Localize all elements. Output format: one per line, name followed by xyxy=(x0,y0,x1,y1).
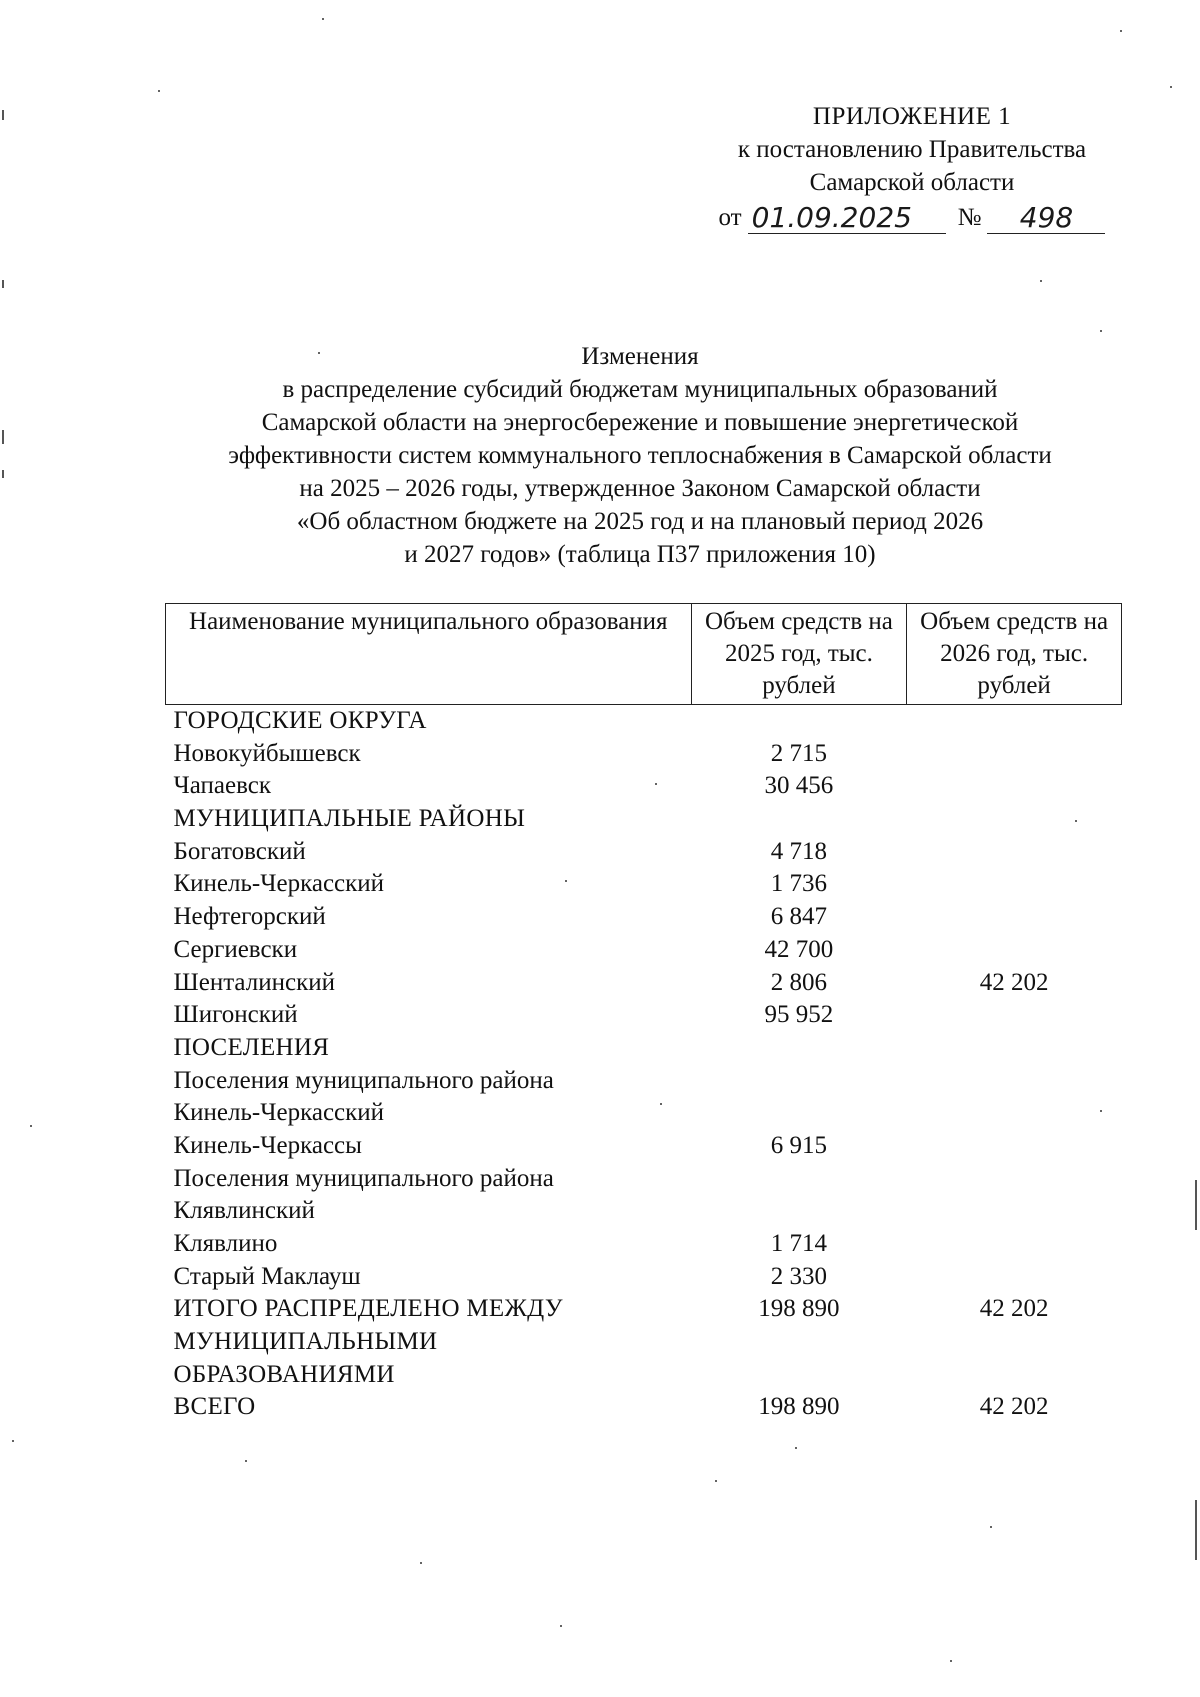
row-value-2026 xyxy=(907,1359,1122,1392)
row-value-2026 xyxy=(907,1032,1122,1065)
scan-speck xyxy=(322,18,324,20)
table-row xyxy=(166,803,1122,836)
heading-line: в распределение субсидий бюджетам муниципальных образований xyxy=(282,376,998,403)
scan-speck xyxy=(1075,820,1077,822)
table-row xyxy=(166,1228,1122,1261)
scan-speck xyxy=(1040,280,1042,282)
scan-margin-mark xyxy=(2,110,4,120)
heading-line: «Об областном бюджете на 2025 год и на плановый период 2026 xyxy=(296,508,984,535)
row-value-2026: 42 202 xyxy=(979,968,1049,996)
scan-speck xyxy=(950,1660,952,1662)
table-row xyxy=(166,1065,1122,1098)
heading-line: на 2025 – 2026 годы, утвержденное Законом Самарской области xyxy=(299,475,981,502)
number-prefix: № xyxy=(957,204,982,231)
row-name: ОБРАЗОВАНИЯМИ xyxy=(173,1360,395,1388)
table-row xyxy=(166,1326,1122,1359)
table-row xyxy=(166,934,1122,967)
appendix-date-line xyxy=(702,201,1122,234)
scan-margin-mark xyxy=(2,430,4,444)
handwritten-date: 01.09.2025 xyxy=(748,203,946,234)
row-value-2026 xyxy=(907,1261,1122,1294)
row-value-2025: 1 736 xyxy=(770,870,828,898)
handwritten-number: 498 xyxy=(987,203,1105,234)
row-name: Поселения муниципального района xyxy=(173,1066,554,1094)
table-row xyxy=(166,967,1122,1000)
row-value-2026 xyxy=(907,1195,1122,1228)
row-name: Нефтегорский xyxy=(173,903,326,931)
subsidy-table xyxy=(165,603,1122,1424)
row-value-2025: 30 456 xyxy=(764,772,834,800)
row-value-2026 xyxy=(907,868,1122,901)
row-name: Чапаевск xyxy=(173,772,271,800)
row-value-2025 xyxy=(691,803,907,836)
row-name: Кинель-Черкасский xyxy=(173,870,385,898)
scan-margin-mark xyxy=(2,280,4,288)
row-value-2025: 198 890 xyxy=(758,1393,840,1421)
row-value-2026 xyxy=(907,1163,1122,1196)
row-value-2025 xyxy=(691,705,907,738)
table-row xyxy=(166,1097,1122,1130)
row-value-2025 xyxy=(691,1195,907,1228)
scan-speck xyxy=(1120,30,1122,32)
scan-speck xyxy=(655,783,657,785)
scan-speck xyxy=(565,880,567,882)
row-name: ПОСЕЛЕНИЯ xyxy=(173,1033,330,1061)
row-value-2026 xyxy=(907,738,1122,771)
row-value-2025 xyxy=(691,1359,907,1392)
row-value-2026 xyxy=(907,1097,1122,1130)
row-name: ГОРОДСКИЕ ОКРУГА xyxy=(173,707,427,734)
row-name: Старый Маклауш xyxy=(173,1262,361,1290)
scan-speck xyxy=(245,1460,247,1462)
table-row xyxy=(166,1130,1122,1163)
row-value-2025: 198 890 xyxy=(758,1295,840,1323)
row-name: Сергиевски xyxy=(173,935,298,963)
scan-speck xyxy=(1170,86,1172,88)
row-value-2026 xyxy=(907,1228,1122,1261)
scan-speck xyxy=(560,1625,562,1627)
row-value-2025 xyxy=(691,1163,907,1196)
table-row xyxy=(166,1163,1122,1196)
table-row xyxy=(166,770,1122,803)
scan-margin-mark xyxy=(2,470,4,478)
row-value-2026 xyxy=(907,999,1122,1032)
header-2025: Объем средств на 2025 год, тыс. рублей xyxy=(691,604,907,705)
appendix-title: ПРИЛОЖЕНИЕ 1 xyxy=(812,103,1012,130)
table-row xyxy=(166,1195,1122,1228)
scan-speck xyxy=(318,352,320,354)
row-value-2025: 6 915 xyxy=(770,1131,828,1159)
row-value-2025: 2 806 xyxy=(770,968,828,996)
row-name: Поселения муниципального района xyxy=(173,1164,554,1192)
header-name: Наименование муниципального образования xyxy=(166,604,692,705)
row-name: ВСЕГО xyxy=(173,1393,256,1421)
date-prefix: от xyxy=(718,204,742,231)
scan-speck xyxy=(158,90,160,92)
table-row xyxy=(166,1359,1122,1392)
table-row xyxy=(166,1391,1122,1424)
row-name: Кинель-Черкассы xyxy=(173,1131,362,1159)
row-name: МУНИЦИПАЛЬНЫЕ РАЙОНЫ xyxy=(173,805,526,833)
row-value-2026 xyxy=(907,770,1122,803)
row-value-2025: 95 952 xyxy=(764,1001,834,1029)
scan-margin-mark xyxy=(1195,1500,1197,1560)
table-row xyxy=(166,705,1122,738)
row-value-2026 xyxy=(907,836,1122,869)
row-value-2025 xyxy=(691,1032,907,1065)
heading-line: Изменения xyxy=(581,343,699,370)
row-value-2025: 2 715 xyxy=(770,739,828,767)
table-header-row xyxy=(166,604,1122,705)
row-value-2025: 2 330 xyxy=(770,1262,828,1290)
row-value-2025 xyxy=(691,1097,907,1130)
scan-speck xyxy=(1100,1110,1102,1112)
row-name: Богатовский xyxy=(173,837,306,865)
row-value-2026 xyxy=(907,705,1122,738)
row-value-2026 xyxy=(907,1130,1122,1163)
row-name: Шенталинский xyxy=(173,968,335,996)
heading-line: эффективности систем коммунального теплоснабжения в Самарской области xyxy=(228,442,1052,469)
table-row xyxy=(166,868,1122,901)
table-row xyxy=(166,999,1122,1032)
scan-speck xyxy=(420,1562,422,1564)
scan-margin-mark xyxy=(1195,1180,1197,1230)
row-value-2025: 1 714 xyxy=(770,1230,828,1257)
row-name: МУНИЦИПАЛЬНЫМИ xyxy=(173,1328,438,1356)
row-value-2025 xyxy=(691,1326,907,1359)
row-name: Кинель-Черкасский xyxy=(173,1099,385,1127)
row-value-2026: 42 202 xyxy=(979,1295,1049,1323)
row-value-2025: 4 718 xyxy=(770,837,828,865)
table-row xyxy=(166,901,1122,934)
row-name: Новокуйбышевск xyxy=(173,739,361,767)
document-heading xyxy=(160,340,1120,571)
scan-speck xyxy=(990,1526,992,1528)
row-value-2026 xyxy=(907,1065,1122,1098)
table-row xyxy=(166,836,1122,869)
table-row xyxy=(166,1293,1122,1326)
table-row xyxy=(166,738,1122,771)
row-value-2026 xyxy=(907,803,1122,836)
table-row xyxy=(166,1032,1122,1065)
row-name: ИТОГО РАСПРЕДЕЛЕНО МЕЖДУ xyxy=(173,1295,563,1323)
row-name: Клявлинский xyxy=(173,1197,315,1225)
row-value-2026 xyxy=(907,901,1122,934)
appendix-line-1: к постановлению Правительства xyxy=(737,136,1087,163)
row-value-2026 xyxy=(907,934,1122,967)
row-value-2025: 42 700 xyxy=(764,935,834,963)
scan-speck xyxy=(660,1103,662,1105)
row-name: Шигонский xyxy=(173,1001,298,1029)
row-name: Клявлино xyxy=(173,1230,278,1257)
row-value-2026 xyxy=(907,1326,1122,1359)
row-value-2025: 6 847 xyxy=(770,903,828,931)
heading-line: Самарской области на энергосбережение и повышение энергетической xyxy=(261,409,1019,436)
scan-speck xyxy=(30,1125,32,1127)
row-value-2025 xyxy=(691,1065,907,1098)
scan-speck xyxy=(12,1440,14,1442)
scan-speck xyxy=(1100,330,1102,332)
appendix-line-2: Самарской области xyxy=(809,169,1015,196)
appendix-block xyxy=(702,100,1122,234)
row-value-2026: 42 202 xyxy=(979,1393,1049,1421)
heading-line: и 2027 годов» (таблица П37 приложения 10) xyxy=(404,541,876,568)
header-2026: Объем средств на 2026 год, тыс. рублей xyxy=(907,604,1122,705)
scan-speck xyxy=(795,1447,797,1449)
table-row xyxy=(166,1261,1122,1294)
scan-speck xyxy=(715,1480,717,1482)
